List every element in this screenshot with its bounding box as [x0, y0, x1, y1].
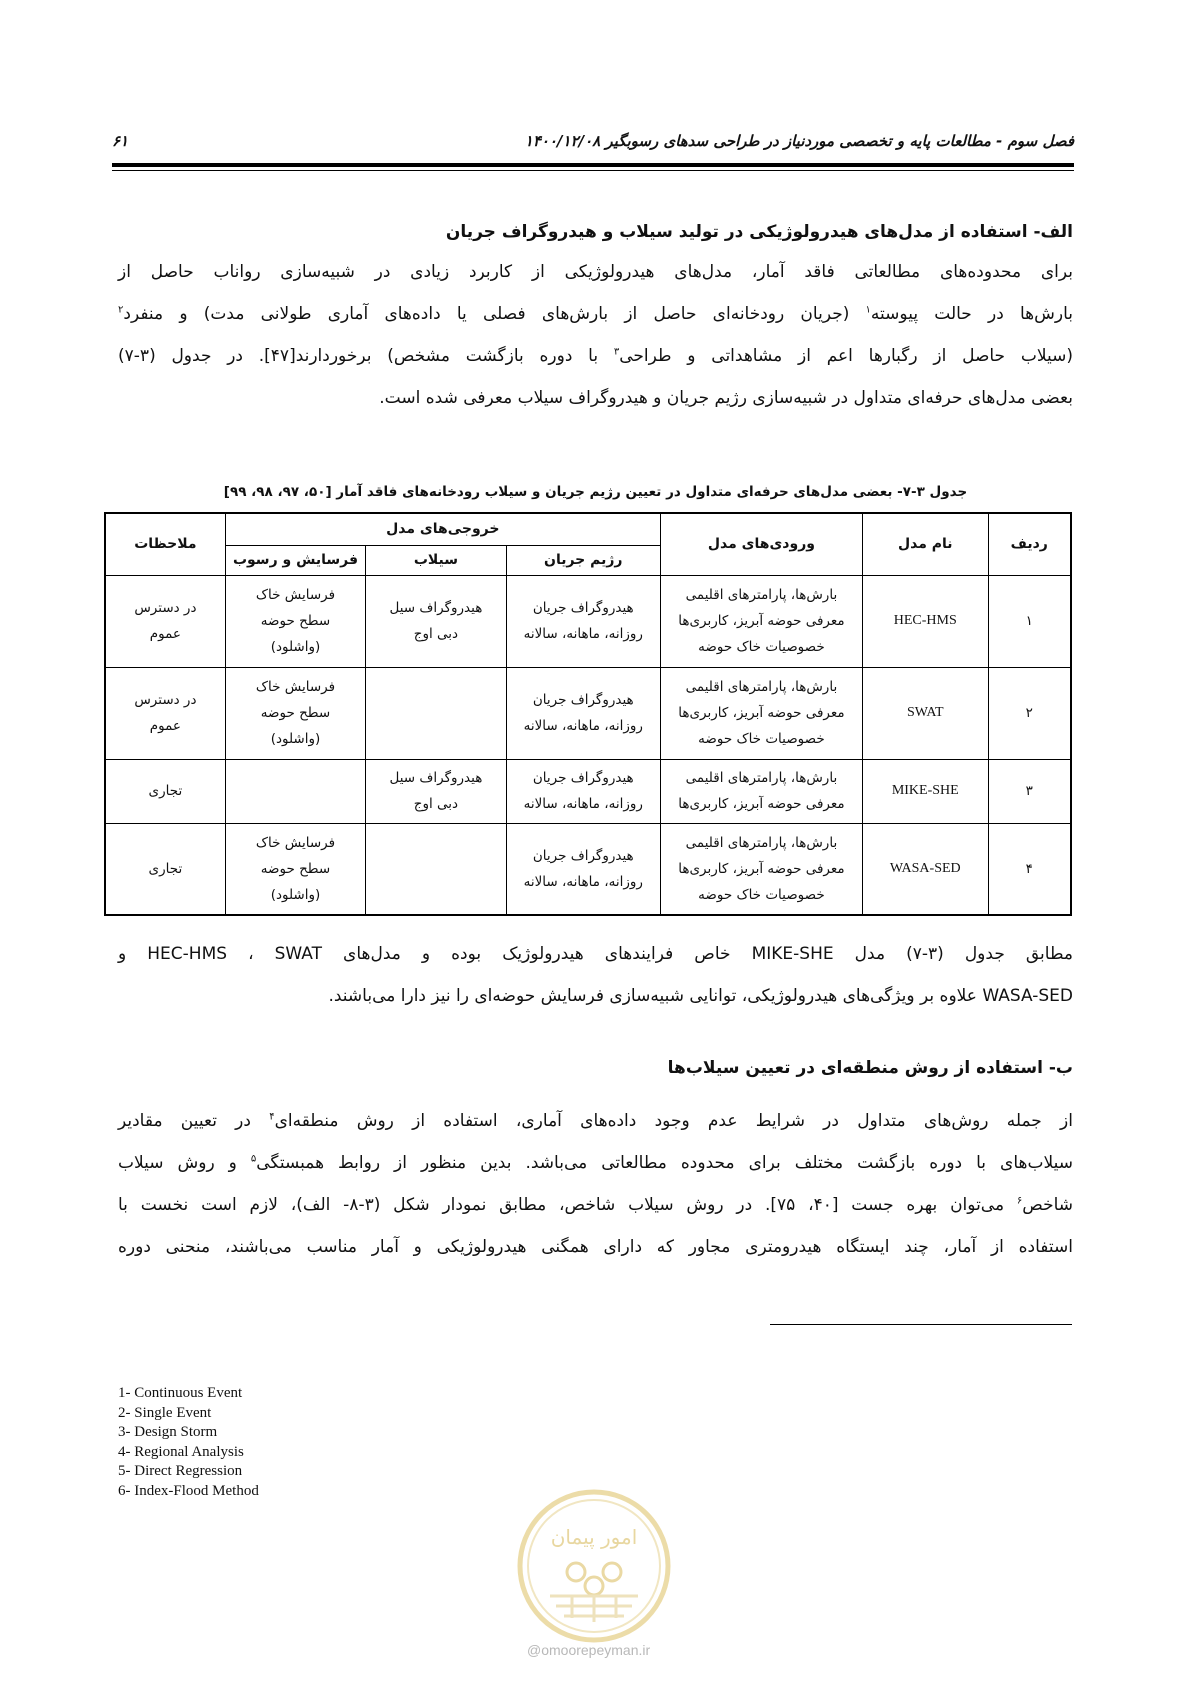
paragraph-line: بعضی مدل‌های حرفه‌ای متداول در شبیه‌سازی رژیم جریان و هیدروگراف سیلاب معرفی شده است.	[379, 388, 1073, 408]
cell-erosion	[225, 759, 365, 823]
paragraph-line: مطابق جدول (۳-۷) مدل MIKE-SHE خاص فرایندهای هیدرولوژیک بوده و مدل‌های HEC-HMS ، SWAT و	[118, 944, 1074, 964]
cell-line: بارش‌ها، پارامترهای اقلیمی	[685, 834, 838, 851]
header-erosion: فرسایش و رسوب	[225, 545, 365, 575]
table-caption: جدول ۳-۷- بعضی مدل‌های حرفه‌ای متداول در تعیین رژیم جریان و سیلاب رودخانه‌های فاقد آمار [۵۰، ۹۷، ۹۸، ۹۹]	[223, 484, 968, 500]
text-run: و روش سیلاب	[118, 1153, 251, 1173]
text-run: می‌توان بهره جست [۴۰، ۷۵]. در روش سیلاب شاخص، مطابق نمودار شکل (۳-۸- الف)، لازم است نخست با	[118, 1195, 1017, 1215]
text-run: (سیلاب حاصل از رگبارها اعم از مشاهداتی و طراحی	[619, 346, 1073, 366]
cell-inputs	[660, 667, 862, 759]
footnote: 6- Index-Flood Method	[118, 1482, 259, 1499]
cell-line: فرسایش خاک	[255, 679, 336, 695]
footnote-ref: ۵	[250, 1153, 257, 1165]
cell-line: هیدروگراف سیل	[389, 600, 483, 616]
cell-flood	[366, 823, 506, 915]
footnote: 1- Continuous Event	[118, 1385, 243, 1401]
footnote: 3- Design Storm	[118, 1424, 218, 1440]
cell-line: (واشلود)	[270, 639, 321, 655]
cell-line: بارش‌ها، پارامترهای اقلیمی	[685, 587, 838, 603]
footnote-ref: ۴	[269, 1111, 275, 1123]
cell-model-name: WASA-SED	[863, 823, 989, 915]
cell-line: (واشلود)	[270, 731, 321, 747]
footnote-ref: ۲	[118, 304, 124, 316]
cell-flood	[366, 759, 506, 823]
cell-row-number: ۱	[988, 575, 1071, 667]
cell-flood	[366, 667, 506, 759]
text-run: از جمله روش‌های متداول در شرایط عدم وجود داده‌های آماری، استفاده از روش منطقه‌ای	[274, 1111, 1073, 1131]
footnote: 4- Regional Analysis	[118, 1443, 244, 1460]
section-b-heading: ب- استفاده از روش منطقه‌ای در تعیین سیلاب‌ها	[667, 1058, 1073, 1078]
paragraph-line: استفاده از آمار، چند ایستگاه هیدرومتری مجاور که دارای همگنی هیدرولوژیکی و آمار مناسب می‌باشند، منحنی دوره	[118, 1237, 1073, 1257]
cell-line: سطح حوضه	[260, 705, 331, 721]
cell-erosion	[225, 667, 365, 759]
paragraph-line: برای محدوده‌های مطالعاتی فاقد آمار، مدل‌های هیدرولوژیکی از کاربرد زیادی در شبیه‌سازی رواناب حاصل از	[118, 262, 1073, 282]
text-run: در تعیین مقادیر	[118, 1111, 270, 1131]
text-run: (جریان رودخانه‌ای حاصل از بارش‌های فصلی یا داده‌های آماری طولانی مدت) و منفرد	[123, 304, 866, 324]
text-run: با دوره بازگشت مشخص) برخوردارند[۴۷]. در جدول (۳-۷)	[118, 346, 614, 366]
cell-line: معرفی حوضه آبریز، کاربری‌ها	[678, 705, 845, 721]
cell-flow	[506, 759, 660, 823]
paragraph-line	[118, 1100, 1073, 1142]
cell-erosion	[225, 575, 365, 667]
cell-line: بارش‌ها، پارامترهای اقلیمی	[685, 679, 838, 695]
cell-line: تجاری	[148, 860, 183, 877]
header-row-number: ردیف	[988, 513, 1071, 575]
header-rule-thick	[112, 163, 1074, 167]
watermark-logo-icon	[516, 1488, 672, 1644]
cell-line: در دسترس	[134, 600, 197, 616]
cell-line: هیدروگراف جریان	[532, 847, 634, 864]
cell-inputs	[660, 759, 862, 823]
cell-model-name: MIKE-SHE	[863, 759, 989, 823]
header-outputs: خروجی‌های مدل	[225, 513, 660, 545]
cell-flow	[506, 575, 660, 667]
header-notes: ملاحظات	[105, 513, 225, 575]
cell-line: معرفی حوضه آبریز، کاربری‌ها	[678, 860, 845, 877]
cell-flow	[506, 667, 660, 759]
paragraph-line	[118, 1184, 1073, 1226]
page-number: ۶۱	[112, 132, 129, 150]
cell-flood	[366, 575, 506, 667]
cell-line: هیدروگراف سیل	[389, 770, 483, 786]
text-run: شاخص	[1022, 1195, 1074, 1215]
cell-line: روزانه، ماهانه، سالانه	[523, 796, 643, 812]
cell-model-name: HEC-HMS	[863, 575, 989, 667]
header-rule-thin	[112, 170, 1074, 171]
footnote: 2- Single Event	[118, 1404, 212, 1421]
header-inputs: ورودی‌های مدل	[660, 513, 862, 575]
text-run: بارش‌ها در حالت پیوسته	[870, 304, 1073, 324]
cell-line: خصوصیات خاک حوضه	[698, 886, 825, 903]
cell-erosion	[225, 823, 365, 915]
chapter-title: فصل سوم - مطالعات پایه و تخصصی موردنیاز در طراحی سدهای رسوبگیر ۱۴۰۰/۱۲/۰۸	[524, 132, 1074, 150]
footnote-ref: ۱	[865, 304, 871, 316]
cell-line: عموم	[149, 718, 181, 734]
cell-line: عموم	[149, 626, 181, 642]
cell-line: خصوصیات خاک حوضه	[698, 639, 825, 655]
cell-line: بارش‌ها، پارامترهای اقلیمی	[685, 770, 838, 786]
paragraph-line	[118, 1142, 1073, 1184]
cell-notes	[105, 575, 225, 667]
cell-row-number: ۴	[988, 823, 1071, 915]
cell-line: هیدروگراف جریان	[532, 600, 634, 616]
cell-row-number: ۳	[988, 759, 1071, 823]
cell-line: سطح حوضه	[260, 860, 331, 877]
watermark-site: @omoorepeyman.ir	[527, 1642, 651, 1658]
models-table	[104, 512, 1072, 916]
footnotes	[118, 1384, 259, 1501]
section-a-heading: الف- استفاده از مدل‌های هیدرولوژیکی در تولید سیلاب و هیدروگراف جریان	[445, 222, 1073, 242]
cell-notes	[105, 759, 225, 823]
running-header	[112, 128, 1074, 158]
section-b-paragraph	[118, 1100, 1073, 1268]
cell-line: دبی اوج	[413, 626, 459, 642]
cell-line: هیدروگراف جریان	[532, 770, 634, 786]
cell-notes	[105, 823, 225, 915]
paragraph-line	[118, 293, 1073, 335]
cell-line: فرسایش خاک	[255, 834, 336, 851]
after-table-paragraph	[118, 933, 1073, 1017]
header-flood: سیلاب	[366, 545, 506, 575]
cell-line: فرسایش خاک	[255, 587, 336, 603]
table-row	[105, 759, 1071, 823]
cell-line: روزانه، ماهانه، سالانه	[523, 873, 643, 890]
footnote-rule	[770, 1324, 1072, 1325]
cell-line: (واشلود)	[270, 886, 321, 903]
logo-text: امور پیمان	[550, 1525, 638, 1549]
footnote-ref: ۳	[613, 346, 620, 358]
paragraph-line: WASA-SED علاوه بر ویژگی‌های هیدرولوژیکی، توانایی شبیه‌سازی فرسایش حوضه‌ای را نیز دارا می‌باشند.	[328, 986, 1073, 1006]
section-a-paragraph	[118, 251, 1073, 419]
cell-line: معرفی حوضه آبریز، کاربری‌ها	[678, 796, 845, 812]
cell-line: معرفی حوضه آبریز، کاربری‌ها	[678, 613, 845, 629]
cell-inputs	[660, 575, 862, 667]
cell-line: هیدروگراف جریان	[532, 692, 634, 708]
paragraph-line	[118, 335, 1073, 377]
table-row	[105, 575, 1071, 667]
table-row	[105, 823, 1071, 915]
cell-line: دبی اوج	[413, 796, 459, 812]
cell-line: سطح حوضه	[260, 613, 331, 629]
cell-line: تجاری	[148, 783, 183, 799]
text-run: سیلاب‌های با دوره بازگشت مختلف برای محدوده مطالعاتی می‌باشد. بدین منظور از روابط همبستگی	[256, 1153, 1073, 1173]
cell-line: روزانه، ماهانه، سالانه	[523, 718, 643, 734]
header-flow-regime: رژیم جریان	[506, 545, 660, 575]
cell-line: در دسترس	[134, 692, 197, 708]
footnote: 5- Direct Regression	[118, 1463, 243, 1479]
cell-row-number: ۲	[988, 667, 1071, 759]
footnote-ref: ۶	[1016, 1195, 1023, 1207]
table-row	[105, 667, 1071, 759]
cell-line: خصوصیات خاک حوضه	[698, 731, 825, 747]
header-model-name: نام مدل	[863, 513, 989, 575]
cell-flow	[506, 823, 660, 915]
cell-notes	[105, 667, 225, 759]
cell-model-name: SWAT	[863, 667, 989, 759]
cell-line: روزانه، ماهانه، سالانه	[523, 626, 643, 642]
cell-inputs	[660, 823, 862, 915]
